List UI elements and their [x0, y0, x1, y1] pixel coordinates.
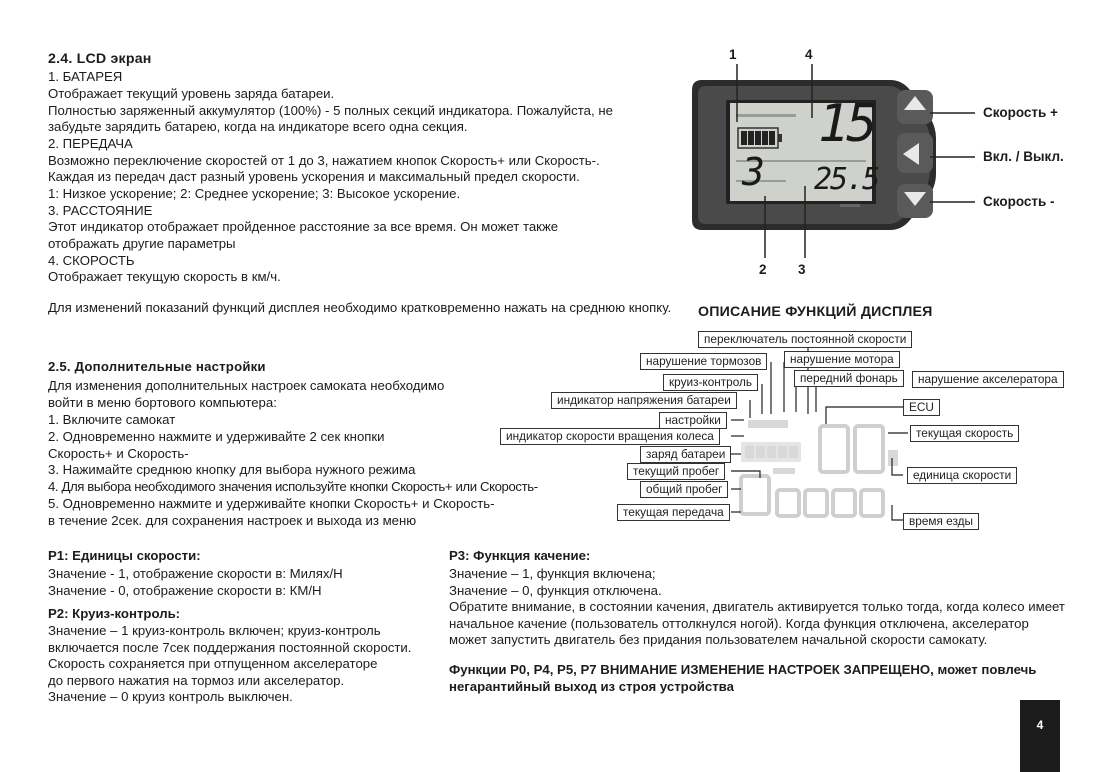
text-line: войти в меню бортового компьютера: [48, 395, 277, 410]
text-line: отображать другие параметры [48, 236, 236, 251]
text-line: Обратите внимание, в состоянии качения, двигатель активируется только тогда, когда колесо имеет [449, 599, 1065, 614]
label-cruise: круиз-контроль [663, 374, 758, 391]
text-line: начальное качение (пользователь оттолкнулся ногой). Когда функция отключена, акселератор [449, 616, 1029, 631]
label-trip: текущий пробег [627, 463, 725, 480]
callout-3: 3 [798, 262, 806, 277]
speed-plus-label: Скорость + [983, 105, 1058, 120]
label-voltage: индикатор напряжения батареи [551, 392, 737, 409]
text-line: 1. БАТАРЕЯ [48, 69, 123, 84]
label-ecu: ECU [903, 399, 940, 416]
text-line: Возможно переключение скоростей от 1 до 3, нажатием кнопок Скорость+ или Скорость-. [48, 153, 600, 168]
label-brake-fault: нарушение тормозов [640, 353, 767, 370]
label-odo: общий пробег [640, 481, 728, 498]
text-line: 4. СКОРОСТЬ [48, 253, 135, 268]
text-line: 1. Включите самокат [48, 412, 176, 427]
text-line: 5. Одновременно нажмите и удерживайте кнопки Скорость+ и Скорость- [48, 496, 495, 511]
label-speed-unit: единица скорости [907, 467, 1017, 484]
warning-line-2: негарантийный выход из строя устройства [449, 679, 734, 694]
functions-title: ОПИСАНИЕ ФУНКЦИЙ ДИСПЛЕЯ [698, 304, 933, 320]
power-label: Вкл. / Выкл. [983, 149, 1064, 164]
p2-title: P2: Круиз-контроль: [48, 606, 181, 621]
p3-title: P3: Функция качение: [449, 548, 591, 563]
text-line: в течение 2сек. для сохранения настроек и выхода из меню [48, 513, 417, 528]
label-settings: настройки [659, 412, 727, 429]
label-const-speed: переключатель постоянной скорости [698, 331, 912, 348]
text-line: Полностью заряженный аккумулятор (100%) - 5 полных секций индикатора. Пожалуйста, не [48, 103, 613, 118]
callout-2: 2 [759, 262, 767, 277]
text-line: Скорость сохраняется при отпущенном акселераторе [48, 656, 378, 671]
text-line: Значение – 1, функция включена; [449, 566, 656, 581]
text-line: Скорость+ и Скорость- [48, 446, 189, 461]
text-line: Каждая из передач даст разный уровень ускорения и максимальный предел скорости. [48, 169, 580, 184]
label-current-speed: текущая скорость [910, 425, 1019, 442]
text-line: 2. Одновременно нажмите и удерживайте 2 сек кнопки [48, 429, 385, 444]
section-heading-lcd: 2.4. LCD экран [48, 51, 152, 67]
text-line: 2. ПЕРЕДАЧА [48, 136, 133, 151]
section-heading-extra: 2.5. Дополнительные настройки [48, 359, 266, 374]
lcd-distance-value: 25.5 [814, 162, 879, 197]
label-rpm: индикатор скорости вращения колеса [500, 428, 720, 445]
text-line: забудьте зарядить батарею, когда на индикаторе всего одна секция. [48, 119, 468, 134]
speed-minus-label: Скорость - [983, 194, 1055, 209]
lcd-gear-value: 3 [742, 150, 765, 194]
text-line: может запустить двигатель без придания пользователем начальной скорости самокату. [449, 632, 988, 647]
text-line: Отображает текущий уровень заряда батареи. [48, 86, 335, 101]
text-line: Отображает текущую скорость в км/ч. [48, 269, 281, 284]
text-line: Значение – 1 круиз-контроль включен; круиз-контроль [48, 623, 381, 638]
callout-1: 1 [729, 47, 737, 62]
text-line: 1: Низкое ускорение; 2: Среднее ускорение; 3: Высокое ускорение. [48, 186, 461, 201]
text-line: Значение – 0, функция отключена. [449, 583, 662, 598]
text-line: Этот индикатор отображает пройденное расстояние за все время. Он может также [48, 219, 559, 234]
label-ride-time: время езды [903, 513, 979, 530]
text-line: Значение - 1, отображение скорости в: Милях/Н [48, 566, 343, 581]
callout-4: 4 [805, 47, 813, 62]
text-line: 3. РАССТОЯНИЕ [48, 203, 153, 218]
text-line: Значение - 0, отображение скорости в: КМ/Н [48, 583, 322, 598]
p1-title: P1: Единицы скорости: [48, 548, 201, 563]
label-battery: заряд батареи [640, 446, 731, 463]
warning-line-1: Функции P0, P4, P5, P7 ВНИМАНИЕ ИЗМЕНЕНИЕ НАСТРОЕК ЗАПРЕЩЕНО, может повлечь [449, 662, 1037, 677]
page-number: 4 [1020, 700, 1060, 772]
display-note: Для изменений показаний функций дисплея необходимо кратковременно нажать на среднюю кнопку. [48, 300, 672, 315]
text-line: 3. Нажимайте среднюю кнопку для выбора нужного режима [48, 462, 416, 477]
text-line: Для изменения дополнительных настроек самоката необходимо [48, 378, 445, 393]
lcd-speed-value: 15 [818, 94, 875, 154]
text-line: до первого нажатия на тормоз или акселератор. [48, 673, 345, 688]
label-throttle-fault: нарушение акселератора [912, 371, 1064, 388]
label-gear: текущая передача [617, 504, 730, 521]
text-line: Значение – 0 круиз контроль выключен. [48, 689, 293, 704]
text-line: включается после 7сек поддержания постоянной скорости. [48, 640, 412, 655]
label-headlight: передний фонарь [794, 370, 904, 387]
text-line: 4. Для выбора необходимого значения используйте кнопки Скорость+ или Скорость- [48, 479, 538, 494]
label-motor-fault: нарушение мотора [784, 351, 900, 368]
